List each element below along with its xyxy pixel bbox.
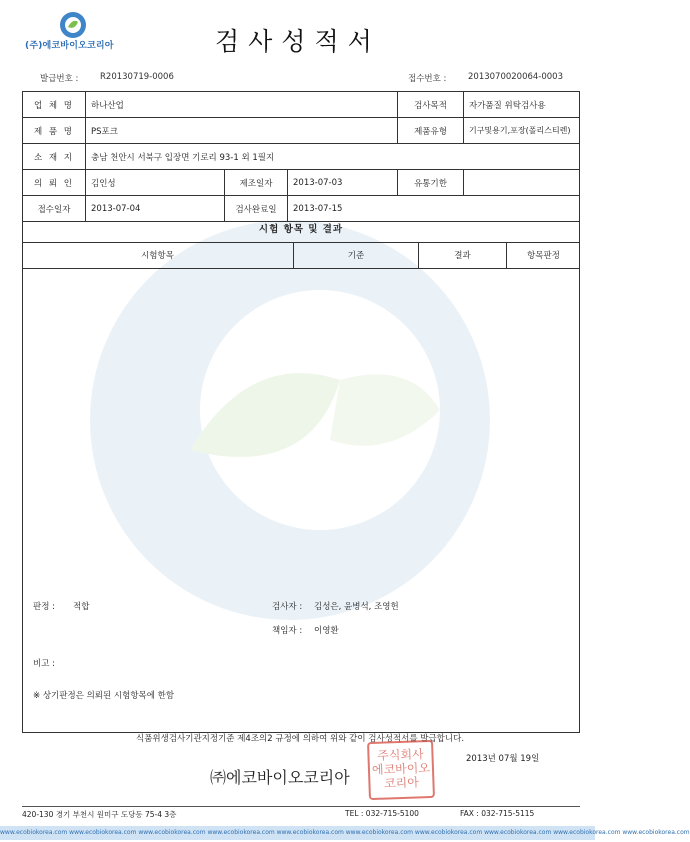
footer-website: www.ecobiokorea.com bbox=[0, 829, 68, 836]
product-value: PS포크 bbox=[86, 118, 398, 144]
info-table bbox=[22, 91, 580, 222]
responsible-label: 책임자 : bbox=[272, 626, 303, 636]
expiry-value bbox=[464, 170, 580, 196]
product-label: 제 품 명 bbox=[23, 118, 86, 144]
footer-divider bbox=[22, 806, 580, 807]
inspector-label: 검사자 : bbox=[272, 602, 303, 612]
col-standard: 기준 bbox=[294, 243, 419, 269]
company-logo-text: (주)에코바이오코리아 bbox=[25, 41, 114, 51]
receipt-no: 2013070020064-0003 bbox=[468, 72, 564, 82]
logo-icon bbox=[58, 10, 88, 40]
address-value: 충남 천안시 서북구 입장면 기로리 93-1 외 1필지 bbox=[86, 144, 580, 170]
expiry-label: 유통기한 bbox=[398, 170, 464, 196]
inspectors-value: 김성은, 윤병석, 조영헌 bbox=[314, 602, 399, 612]
company-label: 업 체 명 bbox=[23, 92, 86, 118]
mfg-date-label: 제조일자 bbox=[225, 170, 288, 196]
address-label: 소 재 지 bbox=[23, 144, 86, 170]
complete-date-label: 검사완료일 bbox=[225, 196, 288, 222]
results-box bbox=[22, 243, 580, 733]
judgment-label: 판정 : bbox=[33, 602, 55, 612]
issuer-name: ㈜에코바이오코리아 bbox=[210, 768, 350, 787]
responsible-value: 이영환 bbox=[314, 626, 339, 636]
mfg-date-value: 2013-07-03 bbox=[288, 170, 398, 196]
footer-website-strip bbox=[0, 826, 690, 840]
requester-label: 의 뢰 인 bbox=[23, 170, 86, 196]
col-judgment: 항목판정 bbox=[527, 251, 560, 261]
complete-date-value: 2013-07-15 bbox=[288, 196, 580, 222]
product-type-value: 기구및용기,포장(폴리스티렌) bbox=[464, 118, 580, 144]
product-type-label: 제품유형 bbox=[398, 118, 464, 144]
company-value: 하나산업 bbox=[86, 92, 398, 118]
results-header-row bbox=[22, 243, 580, 269]
judgment-value: 적합 bbox=[73, 602, 90, 612]
purpose-value: 자가품질 위탁검사용 bbox=[464, 92, 580, 118]
page-title: 검사성적서 bbox=[215, 27, 381, 56]
issue-no: R20130719-0006 bbox=[100, 72, 174, 82]
receipt-no-label: 접수번호 : bbox=[408, 74, 447, 84]
footer-fax: FAX : 032-715-5115 bbox=[460, 809, 535, 818]
receipt-date-value: 2013-07-04 bbox=[86, 196, 225, 222]
requester-value: 김인성 bbox=[86, 170, 225, 196]
issue-date: 2013년 07월 19일 bbox=[466, 754, 540, 764]
company-seal-stamp: 주식회사 에코바이오 코리아 bbox=[367, 740, 435, 800]
footer-website-repeat: www.ecobiokorea.com www.ecobiokorea.com www.ecobiokorea.com www.ecobiokorea.com www.ecobiokorea.com www.ecobiokorea.com www.ecobiokorea.com www.ecobiokorea.com www.ecobiokorea.com bbox=[69, 829, 690, 836]
footer-tel: TEL : 032-715-5100 bbox=[345, 809, 419, 818]
remarks-label: 비고 : bbox=[33, 659, 55, 669]
statement-text: 식품위생검사기관지정기준 제4조의2 규정에 의하여 위와 같이 검사성적서를 발급합니다. bbox=[135, 734, 465, 744]
receipt-date-label: 접수일자 bbox=[23, 196, 86, 222]
results-section-title: 시험 항목 및 결과 bbox=[22, 218, 580, 243]
issue-no-label: 발급번호 : bbox=[40, 74, 79, 84]
note-text: ※ 상기판정은 의뢰된 시험항목에 한함 bbox=[33, 691, 175, 701]
purpose-label: 검사목적 bbox=[398, 92, 464, 118]
company-logo bbox=[58, 10, 88, 40]
col-test-item: 시험항목 bbox=[22, 243, 294, 269]
footer-address: 420-130 경기 부천시 원미구 도당동 75-4 3층 bbox=[22, 810, 177, 819]
col-result: 결과 bbox=[419, 243, 507, 269]
